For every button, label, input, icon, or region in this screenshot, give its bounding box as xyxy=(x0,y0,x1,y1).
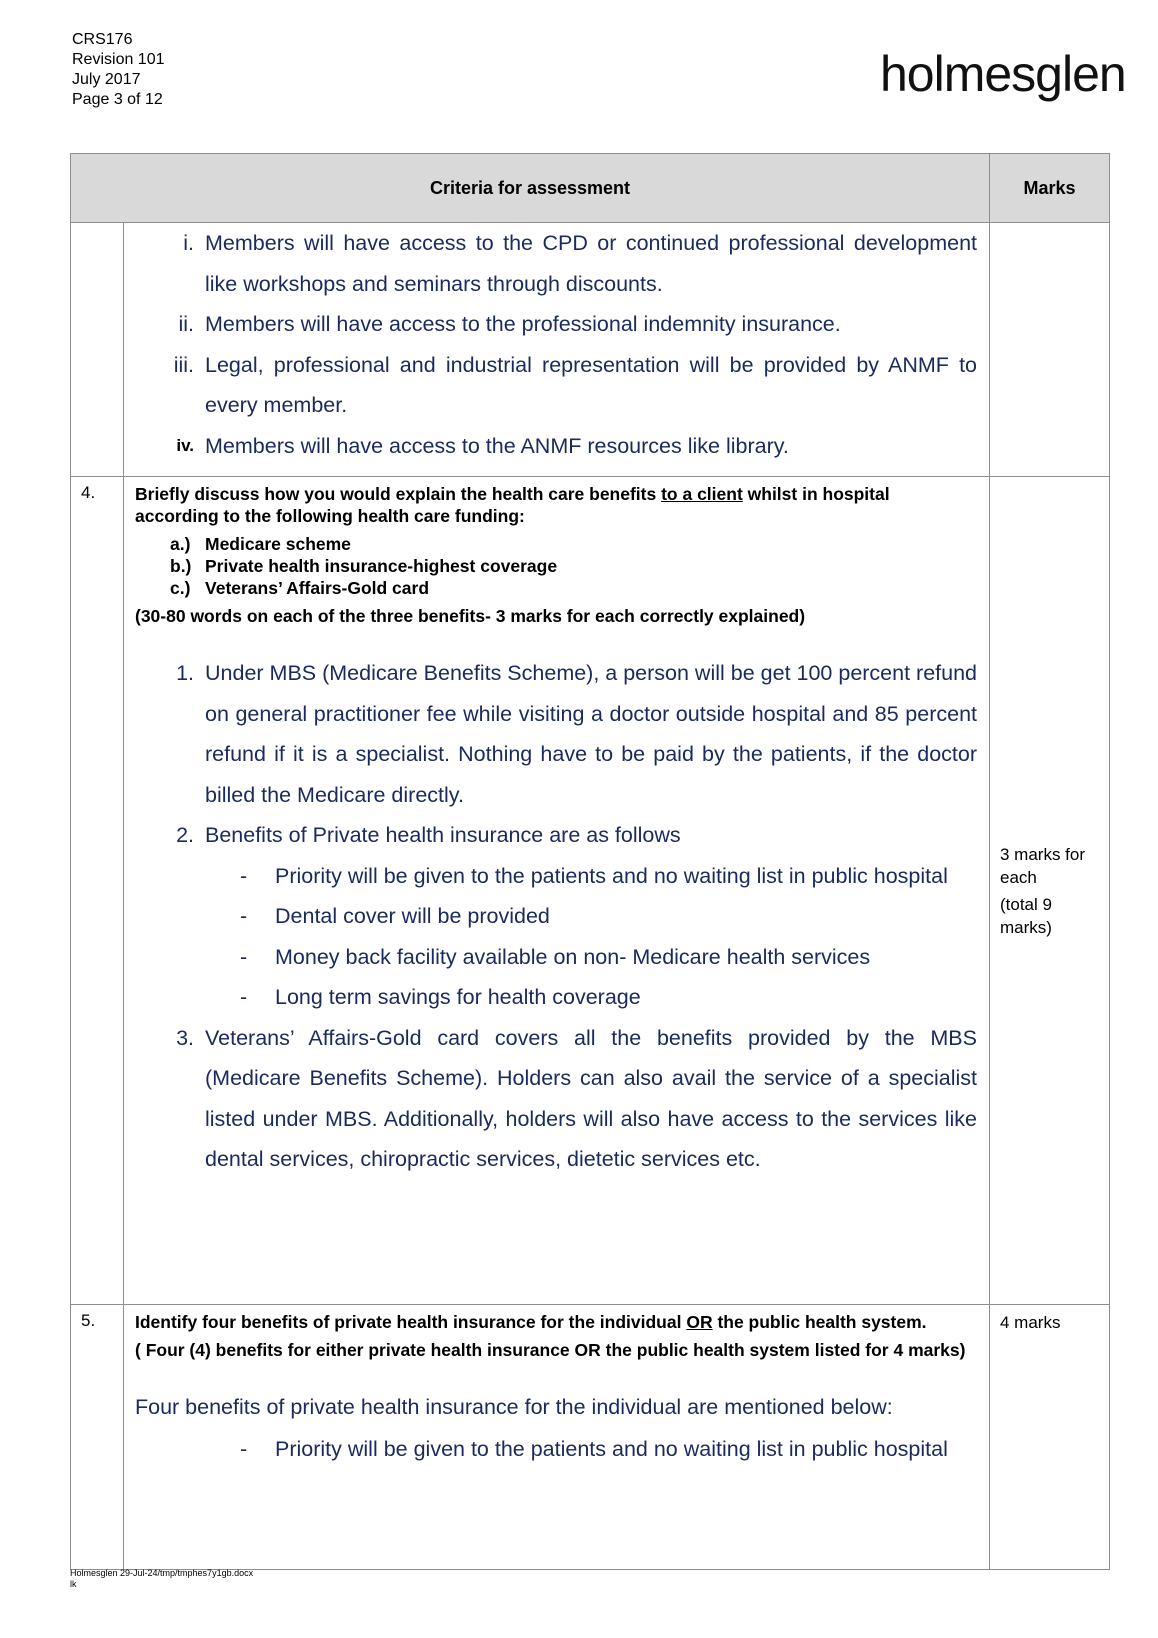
criteria-header: Criteria for assessment xyxy=(71,154,990,223)
dash-text: Money back facility available on non- Medicare health services xyxy=(275,944,871,969)
question-4-row xyxy=(71,477,1110,1305)
answer-text: Under MBS (Medicare Benefits Scheme), a person will be get 100 percent refund on general practitioner fee while visiting a doctor outside hospital and 85 percent refund if it is a specialist. Nothing have to be paid by the patients, if the doctor billed the Medicare directly. xyxy=(205,661,978,807)
question-part: Identify four benefits of private health insurance for the individual xyxy=(135,1312,687,1332)
course-code: CRS176 xyxy=(72,31,133,48)
sub-item xyxy=(124,577,989,599)
dash-marker: - xyxy=(240,863,248,888)
dash-item xyxy=(124,937,989,978)
document-footer xyxy=(70,1568,253,1590)
list-item xyxy=(124,223,989,304)
date: July 2017 xyxy=(72,71,141,88)
question-part: the public health system. xyxy=(712,1312,927,1332)
continued-row xyxy=(71,223,1110,477)
question-text xyxy=(124,477,989,527)
marks-value: 4 marks xyxy=(1000,1313,1061,1332)
marks-cell xyxy=(990,223,1110,477)
sub-item xyxy=(124,533,989,555)
marking-note: ( Four (4) benefits for either private health insurance OR the public health system listed for 4 marks) xyxy=(135,1340,966,1360)
list-marker: i. xyxy=(183,231,194,255)
criteria-cell xyxy=(124,1305,990,1570)
sub-text: Private health insurance-highest coverage xyxy=(205,556,558,576)
dash-item xyxy=(124,896,989,937)
dash-item xyxy=(124,1429,989,1470)
list-text: Members will have access to the ANMF resources like library. xyxy=(205,433,789,458)
list-item xyxy=(124,345,989,426)
footer-initials: lk xyxy=(70,1579,77,1589)
number-cell xyxy=(71,223,124,477)
page-number: Page 3 of 12 xyxy=(72,91,163,108)
question-underlined: OR xyxy=(686,1312,713,1332)
holmesglen-logo xyxy=(880,6,1126,114)
sub-letter: c.) xyxy=(170,578,191,598)
sub-text: Medicare scheme xyxy=(205,534,351,554)
dash-marker: - xyxy=(240,944,248,969)
sub-item xyxy=(124,555,989,577)
dash-text: Priority will be given to the patients and no waiting list in public hospital xyxy=(275,1437,948,1461)
answer-item xyxy=(124,815,989,856)
question-number: 5. xyxy=(71,1305,124,1570)
marks-header: Marks xyxy=(990,154,1110,223)
list-marker: iii. xyxy=(173,352,194,377)
question-part: Briefly discuss how you would explain the health care benefits xyxy=(135,484,662,504)
question-number: 4. xyxy=(71,477,124,1305)
question-underlined: to a client xyxy=(661,484,743,504)
dash-text: Long term savings for health coverage xyxy=(275,985,641,1009)
assessment-table xyxy=(70,153,1110,1570)
answer-item xyxy=(124,653,989,815)
marks-cell xyxy=(990,1305,1110,1570)
answer-marker: 1. xyxy=(176,661,194,685)
list-item xyxy=(124,426,989,467)
answer-text: Veterans’ Affairs-Gold card covers all the benefits provided by the MBS (Medicare Benefits Scheme). Holders can also avail the service of a specialist listed under MBS. Additionally, holders will also have access to the services like dental services, chiropractic services, dietetic services etc. xyxy=(205,1025,977,1171)
list-marker: iv. xyxy=(176,435,194,455)
table-header-row xyxy=(71,154,1110,223)
list-text: Members will have access to the CPD or continued professional development like workshops and seminars through discounts. xyxy=(205,231,977,296)
criteria-cell xyxy=(124,477,990,1305)
sub-text: Veterans’ Affairs-Gold card xyxy=(205,578,430,598)
marks-cell xyxy=(990,477,1110,1305)
footer-path: Holmesglen 29-Jul-24/tmp/tmphes7y1gb.docx xyxy=(70,1568,254,1578)
answer-marker: 2. xyxy=(176,823,194,847)
list-item xyxy=(124,304,989,345)
question-part: whilst in hospital according to the following health care funding: xyxy=(135,484,890,526)
dash-marker: - xyxy=(240,904,248,928)
answer-intro: Four benefits of private health insurance for the individual are mentioned below: xyxy=(135,1395,893,1419)
question-5-row xyxy=(71,1305,1110,1570)
marks-value: 3 marks for each xyxy=(1000,845,1086,887)
marking-note: (30-80 words on each of the three benefits- 3 marks for each correctly explained) xyxy=(135,606,806,626)
dash-text: Priority will be given to the patients and no waiting list in public hospital xyxy=(275,863,948,888)
dash-marker: - xyxy=(240,1437,248,1461)
sub-letter: a.) xyxy=(170,534,191,554)
revision: Revision 101 xyxy=(72,51,165,68)
question-text xyxy=(124,1305,989,1333)
document-header xyxy=(72,30,165,110)
list-text: Members will have access to the professional indemnity insurance. xyxy=(205,312,841,336)
dash-item xyxy=(124,856,989,897)
list-marker: ii. xyxy=(178,312,194,336)
list-text: Legal, professional and industrial representation will be provided by ANMF to every member. xyxy=(205,352,977,417)
criteria-cell xyxy=(124,223,990,477)
logo-text: holmesglen xyxy=(880,46,1126,102)
answer-text: Benefits of Private health insurance are as follows xyxy=(205,823,681,847)
sub-letter: b.) xyxy=(170,556,192,576)
answer-item xyxy=(124,1018,989,1180)
marks-total: (total 9 marks) xyxy=(1000,895,1052,937)
dash-marker: - xyxy=(240,985,248,1009)
dash-item xyxy=(124,977,989,1018)
answer-marker: 3. xyxy=(176,1025,194,1050)
dash-text: Dental cover will be provided xyxy=(275,904,550,928)
